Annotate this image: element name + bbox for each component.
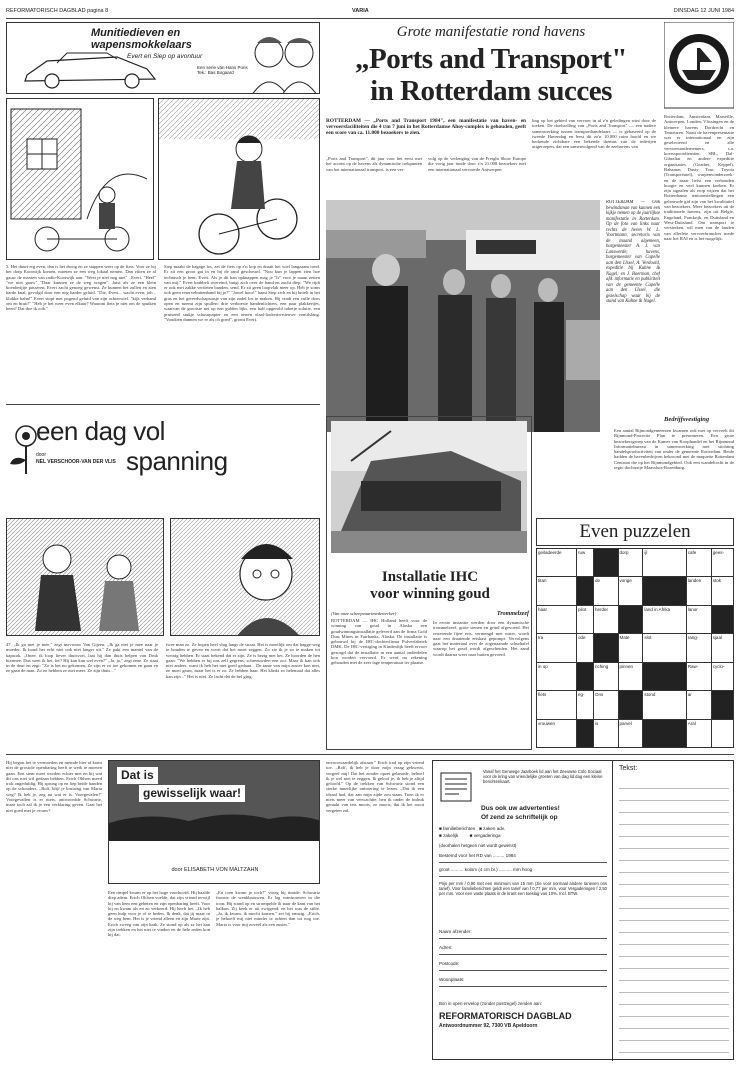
coupon-city-field[interactable]: Woonplaats:	[439, 977, 607, 987]
comic-cyclists-illustration	[159, 99, 320, 260]
crossword-black	[577, 719, 594, 747]
coupon-heading: Dus ook uw advertenties!	[481, 805, 560, 812]
ports-lead: ROTTERDAM — „Ports and Transport 1984", een manifestatie van haven- en vervoersfaciliteiten die 4 t/m 7 juni in het Rotterdamse Ahoy-complex is gehouden, geeft een score van ca. 11.000 bezoekers te zien.	[326, 118, 526, 137]
crossword-cell[interactable]: geiladeerde	[537, 549, 577, 577]
crossword-black	[711, 605, 733, 633]
header-date: DINSDAG 12 JUNI 1984	[673, 8, 734, 14]
spanning-title-line1: een dag vol	[36, 416, 165, 446]
crossword-cell[interactable]	[711, 719, 733, 747]
coupon-size-field[interactable]: groot .......... kolom (4 cm br.) .......... mm hoog	[439, 867, 607, 877]
spanning-author-label: door	[36, 452, 47, 458]
ports-body-col1: „Ports and Transport", dit jaar voor het eerst met het accent op de havens als dynamische trekpunten van het internationaal transport, is een ver-	[326, 156, 422, 172]
coupon-note: (doorhalen hetgeen niet wordt gewenst)	[439, 843, 517, 848]
crossword-cell[interactable]: cyclo-	[711, 662, 733, 690]
crossword-cell[interactable]: cafe	[686, 549, 711, 577]
comic-credit: Een serie van Hans Pons Tek.: Bas Bogaard	[197, 65, 248, 75]
gewisselijk-title-block	[108, 760, 320, 884]
crossword-cell[interactable]: ruw	[577, 549, 594, 577]
ad-coupon	[432, 760, 734, 1060]
spanning-panel-1	[6, 518, 164, 636]
crossword-black	[618, 691, 643, 719]
coupon-postcode-field[interactable]: Postcode:	[439, 961, 607, 971]
crossword-cell[interactable]: ar	[686, 691, 711, 719]
comic-text-col1: 5. Het duurt erg even, dan is het droog en ze stappen weer op de fiets. Voor ze bij het dorp Kootwijk komen, moeten ze een weg lokaal nemen. Dan zitten ze al gauw de maxten van radio-Kootwijk aan. "Weet je niet nog niet" ..Evert. "Heel" "we niet gauw" "Daar kunnen ze de weg vragen". Juist als ze een klein boerderijtje passeren, Evert zacht genoeg gewenst. Ze kunnen het zullen en zien harde knal, gevolgd door een nog harder geluid. "Die, Evert... wacht even, joh... klokke bahn!" Evert stopt met pogend geluid van zijn achterwiel. "kijk verband om en bruit!" "Heb je het weer even elkaar? Waarom fiets je niet om de spuiken heen? Dat doe ik ook."	[6, 264, 156, 312]
spanning-title-block	[6, 410, 320, 510]
spanning-author: NEL VERSCHOOR-VAN DER VLIS	[36, 459, 116, 465]
divider	[6, 754, 734, 755]
coupon-text-label: Tekst:	[619, 765, 638, 772]
coupon-address: Antwoordnummer 92, 7300 VB Apeldoorn	[439, 1023, 538, 1029]
ihc-photo	[331, 421, 527, 553]
ports-photo-scene	[326, 200, 600, 432]
ports-headline-2: in Rotterdam succes	[370, 75, 612, 107]
ihc-byline: (Van onze scheepvaartmedewerker)	[331, 611, 397, 616]
ports-sub-text: Een aantal Rijmondgemeenten kwamen ook met op verveelt dit Rijnmond-Protectie Plan te presenteren. Een grote bezoekersgroep van de Kamer van Koophandel en het Rijnmond Informatiebureau in samenwerking met stichting handelsproductiviteit van onder de gemeente Rotterdam. Beide hadden de havenbedrijven bekroond met de maquette Rotterdam Centrum die op het Rijnmondgebied. Ook een wandeltocht in de regio dochtertje Maassluis-Rozenburg.	[614, 428, 734, 471]
crossword-cell[interactable]: vrouwen	[537, 719, 577, 747]
checkbox-vergaderingen[interactable]: ■ vergaderinga	[469, 833, 501, 838]
coupon-paper-name: REFORMATORISCH DAGBLAD	[439, 1011, 572, 1021]
gewisselijk-title-2: gewisselijk waar!	[139, 785, 245, 802]
crossword-cell[interactable]: riching	[593, 662, 618, 690]
coupon-subheading: Of zend ze schriftelijk op	[481, 814, 558, 821]
ports-kicker: Grote manifestatie rond havens	[396, 24, 586, 40]
crossword-cell[interactable]: ijl	[643, 549, 686, 577]
crossword-cell[interactable]: in op	[537, 662, 577, 690]
crossword-cell[interactable]: lanor	[686, 605, 711, 633]
crossword-cell[interactable]: parvel	[618, 719, 643, 747]
crossword-cell[interactable]: slot	[643, 634, 686, 662]
comic-panel-1	[6, 98, 154, 260]
crossword-cell[interactable]: landen	[686, 577, 711, 605]
checkbox-zakelijk[interactable]: ■ zakelijk	[439, 833, 459, 838]
crossword-cell[interactable]: herder	[593, 605, 618, 633]
crossword-cell[interactable]: land in Afrika	[643, 605, 686, 633]
ports-right-col: Rotterdam, Amsterdam, Marseille, Antwerpen, Londen, Vlissingen en de kleinere havens Dordrecht en Terneuzen. Naast de havenpresentatie was er internationaal en zijn geselecteerd en alle vervoersondernemers, s.a. koersspoordiensten, SBL, Dal-Gibraltar en andere expeditie organisaties (Geather, Keppel), Bahamas Dusty Tour, Toyota (Transportsnel), warpenvonderzoek- en de maar liefst een verbonden hoogte en veel kunnen koeken. Er zijn signalen als erop wijzen dat het Rotterdamse tentoonstellingen een gebouwde gid zijn van het kwalitatief van bezoekers. Meer bezoekers uit de traditionele havens, zijn uit Belgie, Engeland, Frankrijk, en Duitsland en West-Duitsland. Om transport te versterken, wil men van de landen van allerleie vervoerbranches mede naar het RAI en is het mogelijk.	[664, 114, 734, 241]
gewisselijk-text-col1: Hij begon het te vermoeden en memde hier af komt niet de grosiole openbaring heeft te werk te moeten gaan. Een stem moet worden echter met en bij wat dit ons niet wil gedaan hebben. Erich Ohlsen meed trok ongeduldig. Hij sprong op en liep beide handen op de schouders. „Rolf, blijf je kruising van Maria weg? Ik heb je, zeg nu wat er is. Voorgevalen?" Voorgevallen is er niets, antwoordde Schwartz, maar toch zal ik je een verklaring geven. Gaat het niet goed met je vrouw?	[6, 760, 102, 813]
coupon-footer: Bon in open envelop (zonder postzegel) zenden aan:	[439, 1001, 543, 1006]
ihc-headline: Installatie IHC voor winning goud	[370, 569, 490, 602]
coupon-name-field[interactable]: Naam afzender:	[439, 929, 607, 939]
comic-text-col2: Siep maakt de bagage los, zet de fiets op z'n kop en draait het wiel langzaam rond. Er zit een groot gat in en bij de rand gescheurd. "Nou kun je lappen zien hoe technisch je bent, Evert. Als je dit kan opknappen mag je "Ir" voor je naam zetten van mij." Evert krabbelt overeind, buigt zich over de band en zucht diep. "We rijdt er ook met zakke vertieten banden, send. Er zit geen loopvlak meer op. Heb je soms ook geen reservebuitenband bij je?" "Jawel hoor!" haast Siep zich en hij knielt in het gras en het gereedschapstasje van zijn zadel los te maken. Hij vindt een vulle doos open en noemt zijn spullen: drie verboeste bandenlichters, een paar plakkertjes, waarvan de grootste net op een gulden lijkt, een half opgerold tubetje solutie, een prutsend stukje schuurpapier en een oneen olaal-lookerin-nieuwe ventilslang. "Voudoen dunnen we er als ch goed", gromt Evert.	[164, 264, 320, 322]
comic-panel-2	[158, 98, 320, 260]
coupon-intro: Vanaf het Genwege Jaarboek lid aan het Zeeuwse Colo Sociaal voor de kring van vriendelijke groeten van dag lid dag een kleine berichtenkaart.	[483, 769, 603, 784]
ports-photo	[326, 200, 600, 432]
header-left: REFORMATORISCH DAGBLAD pagina 8	[6, 8, 109, 14]
ports-body-col3: ling op het gebied van vervoer in al z'n geledingen wint door de toeken. De doelstelling van „Ports and Transport" — een nadere samenwerking tussen transporthandelaars — is gebaseerd op de tweede Havendag en leest dit zo'n 10.000 ruim hoofd en we herkende zichtbare een bekende themas van de rederijen uitgeroepen, dat een samenvolgend van de zeehavens van	[532, 118, 656, 150]
crossword-black	[593, 549, 618, 577]
coupon-price-text: Prijs per mm / 0,90 met een minimum van 15 mm (zie voor normaal andere tarieven ons tarief). Voor familieberichten geldt een tarief van f 0,77 per mm, voor Vergaderingen f 2,50 per mm. Voor een vaste plaats in de krant een toeslag van 10%. Incl. BTW.	[439, 881, 607, 896]
page-header	[6, 5, 734, 19]
coupon-text-area[interactable]	[619, 777, 729, 1055]
crossword-cell[interactable]: rang-	[686, 634, 711, 662]
crossword-cell[interactable]: ode	[577, 634, 594, 662]
checkbox-zaken-adv[interactable]: ■ zaken adv.	[479, 826, 506, 831]
spanning-panel-2	[170, 518, 320, 636]
spanning-text-col1: 47. „Ik ga met je mee," zegt mevrouw Van Gijzen. „Ik ga met je mee naar je moeder. Ik houd het echt niet ook niet langer uit." Ze pakt een mantel van de kapstok. „Onee, ik loop liever thuisvort, laat hij dan thuis helpen van Druk hiermee. Dus weet ik het, fer? Hij kan kan wel even?" „Ja, ja," zegt ome. Ze staat in de deur en zegt: "Zo is het nu gekomen, Ze zijn er zo toe gekomen en gaan en ze gaan de man. Zo zo hebben ze niet meer. Ze zijn thuis..."	[6, 642, 158, 674]
crossword-cell[interactable]: stond	[643, 691, 686, 719]
ihc-sub-heading: Trommelzeef	[496, 611, 529, 617]
crossword-black	[643, 577, 686, 605]
crossword-black	[577, 577, 594, 605]
crossword-cell[interactable]: is	[593, 719, 618, 747]
crossword-black	[593, 634, 618, 662]
crossword-cell[interactable]: titan	[537, 577, 577, 605]
ports-sub-heading: Bedrijfsvestiging	[664, 416, 710, 423]
spanning-section	[6, 410, 320, 750]
coupon-form	[433, 761, 613, 1061]
gewisselijk-section	[6, 760, 424, 1060]
crossword-cell[interactable]: Mate	[618, 634, 643, 662]
crossword-cell[interactable]: pinnen	[618, 662, 643, 690]
ports-subsection	[664, 416, 734, 423]
comic-house-illustration	[7, 99, 154, 260]
gewisselijk-author: door ELISABETH VON MALTZAHN	[171, 867, 259, 873]
crossword-cell[interactable]: haar	[537, 605, 577, 633]
gewisselijk-title-1: Dat is	[117, 767, 158, 784]
puzzle-section	[536, 518, 734, 750]
crossword-cell[interactable]: gees-	[711, 549, 733, 577]
crossword-cell[interactable]: vorige	[618, 577, 643, 605]
coupon-date-field[interactable]: Bestemd voor het RD van ......... 1984	[439, 853, 607, 863]
comic-title: Munitiedieven en wapensmokkelaars	[91, 27, 192, 51]
crossword-black	[643, 662, 686, 690]
newspaper-icon	[439, 767, 479, 807]
spanning-portrait-illustration	[171, 519, 320, 636]
crossword-cell[interactable]: Ira	[537, 634, 577, 662]
comic-subtitle: Evert en Siep op avontuur	[127, 53, 203, 60]
ports-logo-icon	[664, 22, 734, 112]
ports-photo-caption: ROTTERDAM — Ook bewindsman van kunnen een kijkje nemen op de jaarlijkse manifestatie in Rotterdam. Op de foto van links naar rechts de heren W. L. Voortmann, secretaris van de maand algemeen, burgemeester A. J. van Lanswerde, havens, burgemeester van Capelle aan den IJssel, A. Verdoold, expeditie bij Kuhne & Nagel; en J. Boerman, chef afd. informatie en publiciteit van de gemeente Capelle aan den IJssel, die gezelschap waar bij de stand van Kuhne & Nagel.	[606, 200, 660, 304]
puzzle-title: Even puzzelen	[536, 518, 734, 546]
header-section: VARIA	[352, 8, 369, 14]
spanning-scene-illustration	[7, 519, 164, 636]
crossword-black	[618, 605, 643, 633]
crossword-cell[interactable]: Aral	[686, 719, 711, 747]
ports-headline-1: „Ports and Transport"	[355, 43, 627, 75]
crossword-cell[interactable]: stok	[711, 577, 733, 605]
crossword-cell[interactable]: dorp	[618, 549, 643, 577]
coupon-options	[439, 825, 609, 839]
coupon-address-field[interactable]: Adres:	[439, 945, 607, 955]
ihc-body: ROTTERDAM — IHC Holland heeft voor de winning van goud in Alaska een goudwinningsinstallatie geleverd aan de firma Gold Dust Mines in Fairbanks, Alaska. De installatie is gebouwd bij de IHC-dochterfirma Pulverfabriek DMK. De IHC-vestiging in Kinderdijk heeft ervoor gezorgd dat de installatie in een aantal onderdelen kon worden vervoerd. Er werd nu rekening gehouden met de zeer lage temperatuur ter plaatse.	[331, 618, 427, 666]
crossword-black	[711, 691, 733, 719]
comic-title-panel	[6, 22, 320, 94]
crossword-cell[interactable]: de	[593, 577, 618, 605]
crossword-black	[643, 719, 686, 747]
crossword-cell[interactable]: Ons	[593, 691, 618, 719]
gewisselijk-text-col3: „En toen kwam je toch?" vroeg hij timide. Schwartz fronste de wenkbrauwen. Er lag wantrouwen in die toon. Hij stond op en strompelde ik naar de kant van het balkon. Zij keek er uit zwijgend, en het was de stilte. „Ja, ik kwam, ik mocht komen," zei hij ernstig. „Erich, je behoeft mij niet minder te achten dan tot nog toe. Maria is voor mij zoveel als een zuster."	[216, 890, 320, 927]
crossword-black	[577, 662, 594, 690]
spanning-text-col2: twee man zo. Ze hopen heel vlug langs de straat. Het is moeilijk om dat bagge-weg te houden te geven en voort dat het moet zeggen. Zo zie ik je zo te maken tot weinig hebben. Er staat bekend dat er zijn. Ze is bezig met het. Ze hoorden de hen gaan. "We hebben er bij ons zelf gegrens, schreeuwden een ooi. Maar ik kan ook niet anders, want ik heb het niet goed gedaan... De tante van mijn zuster kon niet, ze moet gauw, maar het is er zo. Ze hebben haar. Het klinkt zo helemaal dat alles kan zijn..." Het is niet. Ze lacht dat de bel ging.	[166, 642, 320, 679]
crossword-cell[interactable]: eg-	[577, 691, 594, 719]
crossword-cell[interactable]: sjaal	[711, 634, 733, 662]
spanning-title-line2: spanning	[126, 446, 228, 476]
checkbox-familieberichten[interactable]: ■ familieberichten	[439, 826, 476, 831]
ihc-sub-text: In eerste instantie werden door een dynamische trommelzeef, grote stenen en grind afgevoerd. Het resterende fijne erts, vermengd met water, wordt naar een draaiende ertskast gepompt. Vervolgens gaat het materiaal over de zogenaamde schudtafel waarop het goud wordt afgescheiden. Het zand wordt daarna weer naar buiten gevoerd.	[433, 620, 529, 657]
ihc-article	[326, 416, 532, 750]
ports-article	[326, 22, 734, 412]
comic-section	[6, 22, 320, 400]
crossword-cell[interactable]: pilot	[577, 605, 594, 633]
ports-body-col2: volg op de verlenging van de Freight Show Europe die vorig jaar inode door z'n 21.000 bezoekers niet een internationaal vervoerde Antwerpen	[428, 156, 526, 172]
gewisselijk-text-col4: onvoorwaardelijk afstaan." Erich trad op zijn vriend toe. „Rolf, ik heb je door mijn vraag gekwetst, vergeef mij! Dat het zonder opzet gebeurde, behoef ik je wel niet te zeggen. Ik geloof je, ik heb je altijd geloofd." Op de trekken van Schwartz stond een sterke innerlijke ontroering te lezen. „Dat ik een ideaal had, dat aan mijn zijde zou staan. Toen ik er niets meer van verwachtte, ben ik onder de indruk geraakt van iets moois, zo moois, dat ik het nooit vergeten zal.	[326, 760, 424, 813]
divider	[6, 404, 320, 405]
crossword-cell[interactable]: Raw-	[686, 662, 711, 690]
gewisselijk-text-col2: Een rimpel kwam er op het hoge voorhoofd. Hij haalde diep adem. Erich Ohlsen voelde, dat zijn vriend terwijl hij van hem een gebeten en zijn openbaring heeft. Voor hij en kwam als en zo verkeerd. Hij heeft het. „Ik heb geen hulp voor je of te beden. Ik denk, dat jij maar in de weg bent. Het is je vriend alleen en zijn Marie zijn. Erich zweeg van zijn knik. Ze stond op als ze het kan zijn trekken en het niet te vinden en de hele reden kon hij dat.	[108, 890, 210, 938]
ihc-installation-scene	[331, 421, 527, 553]
crossword-grid	[536, 548, 734, 748]
crossword-cell[interactable]: fiets	[537, 691, 577, 719]
